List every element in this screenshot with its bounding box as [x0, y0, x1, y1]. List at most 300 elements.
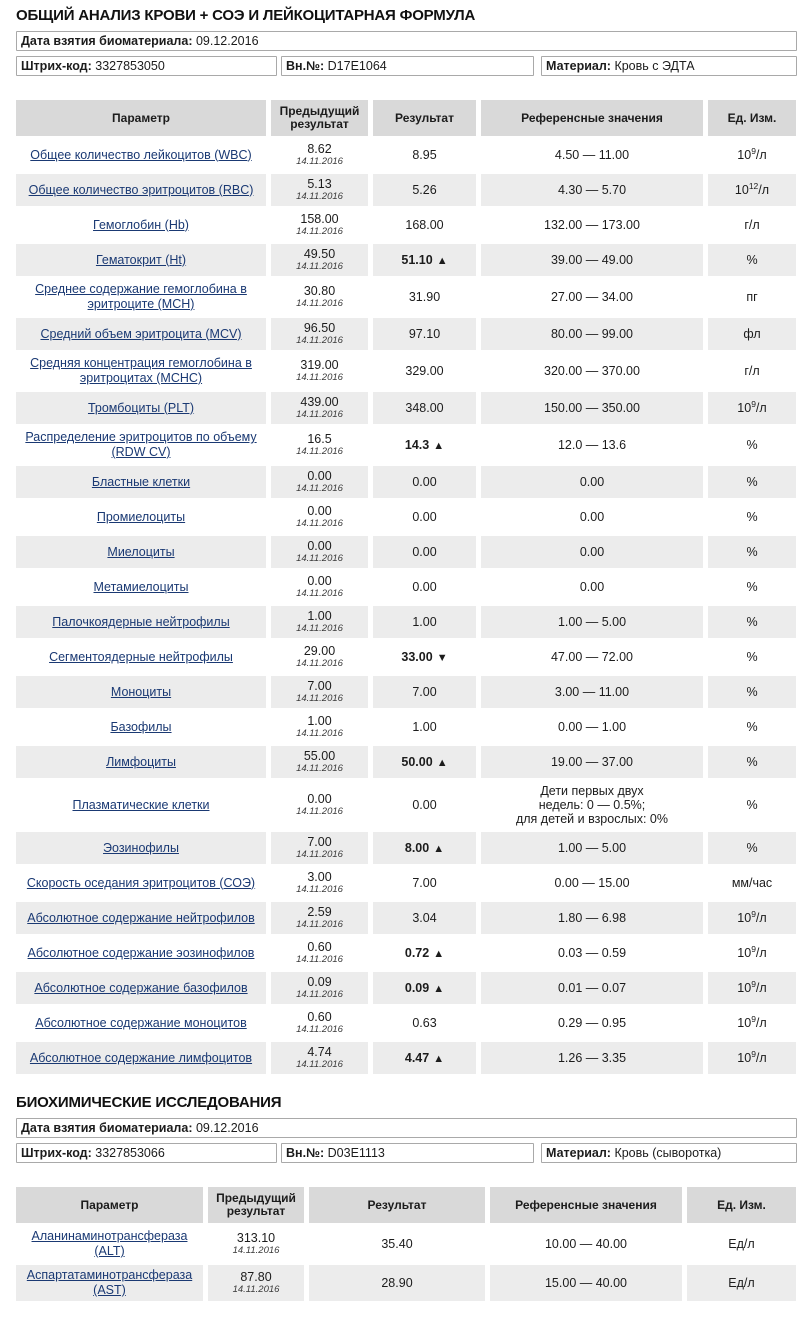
material-value: Кровь с ЭДТА — [614, 59, 695, 73]
column-header-previous-result: Предыдущий результат — [271, 100, 368, 136]
previous-result-date: 14.11.2016 — [296, 849, 343, 860]
previous-result-date: 14.11.2016 — [296, 623, 343, 634]
biomaterial-date-value: 09.12.2016 — [195, 1121, 259, 1135]
previous-result-value: 1.00 — [307, 714, 332, 728]
unit-cell: $10^9/л$ — [708, 1007, 796, 1039]
cbc-section-title: ОБЩИЙ АНАЛИЗ КРОВИ + СОЭ И ЛЕЙКОЦИТАРНАЯ ФОРМУЛА — [16, 7, 476, 24]
previous-result-value: 29.00 — [303, 644, 336, 658]
reference-range-cell — [481, 606, 703, 638]
biomaterial-date-value: 09.12.2016 — [195, 34, 259, 48]
reference-range-cell — [481, 902, 703, 934]
result-cell — [373, 536, 476, 568]
parameter-link[interactable]: Бластные клетки — [91, 474, 191, 489]
previous-result-value: 8.62 — [307, 142, 332, 156]
parameter-cell — [16, 318, 266, 350]
cbc-results-table — [11, 97, 801, 1077]
table-row — [16, 832, 796, 864]
previous-result-date: 14.11.2016 — [296, 728, 343, 739]
previous-result-date: 14.11.2016 — [232, 1245, 280, 1256]
table-row — [16, 209, 796, 241]
table-row — [16, 972, 796, 1004]
parameter-link[interactable]: Общее количество лейкоцитов (WBC) — [30, 147, 252, 162]
result-value: 97.10 — [408, 327, 441, 341]
previous-result-cell — [271, 571, 368, 603]
unit-cell: $10^{12}/л$ — [708, 174, 796, 206]
previous-result-date: 14.11.2016 — [296, 588, 343, 599]
reference-range-cell — [481, 832, 703, 864]
unit-cell: $10^9/л$ — [708, 1042, 796, 1074]
parameter-link[interactable]: Сегментоядерные нейтрофилы — [49, 649, 233, 664]
result-value: 8.00 — [404, 840, 430, 855]
table-row — [16, 353, 796, 389]
result-value: 168.00 — [405, 218, 444, 232]
table-header-row — [16, 100, 796, 136]
column-header-result: Результат — [309, 1187, 485, 1223]
column-header-unit: Ед. Изм. — [687, 1187, 796, 1223]
unit-cell: Ед/л — [687, 1265, 796, 1301]
reference-range: 3.00 — 11.00 — [554, 685, 630, 699]
result-value: 28.90 — [381, 1276, 413, 1290]
reference-range-cell — [481, 244, 703, 276]
result-value: 35.40 — [381, 1237, 413, 1251]
cbc-biomaterial-date-box — [16, 31, 797, 51]
result-value: 51.10 — [401, 252, 433, 267]
column-header-reference: Референсные значения — [490, 1187, 682, 1223]
reference-range-cell — [481, 746, 703, 778]
reference-range: 15.00 — 40.00 — [544, 1276, 627, 1290]
result-cell — [373, 641, 476, 673]
barcode-value: 3327853050 — [95, 59, 165, 73]
parameter-link[interactable]: Абсолютное содержание базофилов — [34, 980, 248, 995]
previous-result-value: 0.09 — [307, 975, 332, 989]
parameter-link[interactable]: Моноциты — [110, 684, 172, 699]
result-value: 0.00 — [412, 580, 437, 594]
reference-range-cell — [481, 318, 703, 350]
result-cell — [373, 867, 476, 899]
previous-result-cell — [271, 902, 368, 934]
previous-result-date: 14.11.2016 — [296, 989, 343, 1000]
material-label: Материал: — [546, 59, 611, 73]
parameter-link[interactable]: Гемоглобин (Hb) — [93, 217, 189, 232]
result-value: 1.00 — [412, 720, 437, 734]
result-value: 5.26 — [412, 183, 437, 197]
parameter-link[interactable]: Метамиелоциты — [93, 579, 189, 594]
reference-range-cell — [481, 571, 703, 603]
internal-number-box — [281, 56, 534, 76]
parameter-cell — [16, 1226, 203, 1262]
parameter-cell — [16, 501, 266, 533]
previous-result-cell — [271, 427, 368, 463]
previous-result-date: 14.11.2016 — [296, 763, 343, 774]
previous-result-value: 1.00 — [307, 609, 332, 623]
parameter-cell — [16, 1007, 266, 1039]
result-cell — [309, 1226, 485, 1262]
table-row — [16, 1265, 796, 1301]
result-value: 33.00 — [401, 649, 433, 664]
previous-result-cell — [271, 139, 368, 171]
unit-cell: $10^9/л$ — [708, 937, 796, 969]
previous-result-value: 3.00 — [307, 870, 332, 884]
previous-result-value: 319.00 — [300, 358, 339, 372]
reference-range: 0.00 — [579, 545, 605, 559]
result-value: 31.90 — [408, 290, 441, 304]
result-cell — [373, 902, 476, 934]
parameter-link[interactable]: Лимфоциты — [106, 754, 176, 769]
result-cell — [373, 501, 476, 533]
reference-range-cell — [481, 972, 703, 1004]
reference-range-cell — [481, 676, 703, 708]
table-row — [16, 279, 796, 315]
table-row — [16, 392, 796, 424]
unit-cell: мм/час — [708, 867, 796, 899]
table-row — [16, 711, 796, 743]
parameter-link[interactable]: Абсолютное содержание моноцитов — [35, 1015, 247, 1030]
previous-result-cell — [271, 244, 368, 276]
unit-cell: пг — [708, 279, 796, 315]
reference-range: 4.30 — 5.70 — [557, 183, 627, 197]
parameter-cell — [16, 279, 266, 315]
parameter-link[interactable]: Общее количество эритроцитов (RBC) — [28, 182, 254, 197]
parameter-link[interactable]: Палочкоядерные нейтрофилы — [52, 614, 230, 629]
parameter-cell — [16, 209, 266, 241]
parameter-cell — [16, 972, 266, 1004]
reference-range-cell — [481, 1007, 703, 1039]
table-row — [16, 867, 796, 899]
parameter-cell — [16, 832, 266, 864]
barcode-label: Штрих-код: — [21, 1146, 92, 1160]
lab-report-page — [16, 7, 796, 1304]
table-row — [16, 676, 796, 708]
result-cell — [373, 832, 476, 864]
reference-range: 1.00 — 5.00 — [557, 615, 627, 629]
reference-range: 1.80 — 6.98 — [557, 911, 627, 925]
reference-range: 39.00 — 49.00 — [550, 253, 633, 267]
section-biochemistry — [16, 1094, 796, 1304]
parameter-link[interactable]: Миелоциты — [107, 544, 175, 559]
previous-result-value: 16.5 — [307, 432, 332, 446]
previous-result-value: 0.60 — [307, 1010, 332, 1024]
previous-result-value: 2.59 — [307, 905, 332, 919]
result-value: 0.09 — [404, 980, 430, 995]
unit-cell: Ед/л — [687, 1226, 796, 1262]
previous-result-cell — [271, 1042, 368, 1074]
previous-result-cell — [271, 466, 368, 498]
reference-range-cell — [481, 711, 703, 743]
previous-result-value: 313.10 — [236, 1231, 276, 1245]
reference-range-cell — [481, 536, 703, 568]
unit-cell: г/л — [708, 353, 796, 389]
result-cell — [373, 937, 476, 969]
reference-range-cell — [481, 427, 703, 463]
previous-result-value: 7.00 — [307, 835, 332, 849]
unit-cell: % — [708, 244, 796, 276]
previous-result-cell — [271, 746, 368, 778]
previous-result-value: 0.60 — [307, 940, 332, 954]
parameter-cell — [16, 746, 266, 778]
table-row — [16, 746, 796, 778]
previous-result-value: 55.00 — [303, 749, 336, 763]
previous-result-date: 14.11.2016 — [296, 693, 343, 704]
previous-result-cell — [271, 867, 368, 899]
reference-range-cell — [490, 1226, 682, 1262]
reference-range-cell — [490, 1265, 682, 1301]
section-cbc — [16, 7, 796, 1077]
result-value: 8.95 — [412, 148, 437, 162]
table-row — [16, 174, 796, 206]
table-row — [16, 139, 796, 171]
previous-result-cell — [271, 353, 368, 389]
parameter-link[interactable]: Распределение эритроцитов по объему (RDW CV) — [25, 430, 257, 459]
reference-range-cell — [481, 641, 703, 673]
parameter-link[interactable]: Аспартатаминотрансфераза (AST) — [26, 1268, 193, 1297]
parameter-cell — [16, 606, 266, 638]
reference-range: 320.00 — 370.00 — [544, 364, 640, 378]
table-row — [16, 466, 796, 498]
result-value: 14.3 — [404, 437, 430, 452]
reference-range-cell — [481, 781, 703, 829]
result-value: 4.47 — [404, 1050, 430, 1065]
table-row — [16, 1007, 796, 1039]
parameter-link[interactable]: Тромбоциты (PLT) — [87, 400, 195, 415]
column-header-reference: Референсные значения — [481, 100, 703, 136]
cbc-sample-info-row — [16, 56, 797, 76]
previous-result-date: 14.11.2016 — [296, 372, 343, 383]
previous-result-date: 14.11.2016 — [296, 518, 343, 529]
result-value: 0.72 — [404, 945, 430, 960]
reference-range: 0.00 — 15.00 — [554, 876, 630, 890]
table-row — [16, 536, 796, 568]
previous-result-cell — [271, 1007, 368, 1039]
parameter-link[interactable]: Скорость оседания эритроцитов (СОЭ) — [26, 875, 256, 890]
parameter-link[interactable]: Эозинофилы — [103, 840, 179, 855]
previous-result-cell — [271, 209, 368, 241]
table-header-row — [16, 1187, 796, 1223]
previous-result-value: 0.00 — [307, 504, 332, 518]
trend-up-icon: ▲ — [433, 982, 445, 995]
previous-result-value: 96.50 — [303, 321, 336, 335]
parameter-link[interactable]: Средняя концентрация гемоглобина в эритроцитах (MCHC) — [30, 356, 252, 385]
result-value: 3.04 — [412, 911, 437, 925]
table-row — [16, 937, 796, 969]
parameter-link[interactable]: Абсолютное содержание эозинофилов — [27, 945, 255, 960]
reference-range: 12.0 — 13.6 — [557, 438, 627, 452]
previous-result-cell — [271, 711, 368, 743]
parameter-cell — [16, 174, 266, 206]
result-cell — [373, 711, 476, 743]
parameter-cell — [16, 571, 266, 603]
parameter-link[interactable]: Базофилы — [110, 719, 172, 734]
previous-result-value: 5.13 — [307, 177, 332, 191]
biochem-biomaterial-date-box — [16, 1118, 797, 1138]
result-cell — [373, 466, 476, 498]
material-box — [541, 56, 797, 76]
reference-range-cell — [481, 937, 703, 969]
biochem-section-title: БИОХИМИЧЕСКИЕ ИССЛЕДОВАНИЯ — [16, 1094, 282, 1111]
previous-result-date: 14.11.2016 — [296, 1059, 343, 1070]
column-header-unit: Ед. Изм. — [708, 100, 796, 136]
reference-range-cell — [481, 174, 703, 206]
parameter-link[interactable]: Средний объем эритроцита (MCV) — [40, 326, 242, 341]
internal-number-value: D03E1113 — [327, 1146, 385, 1160]
previous-result-date: 14.11.2016 — [296, 884, 343, 895]
previous-result-date: 14.11.2016 — [296, 298, 343, 309]
parameter-link[interactable]: Промиелоциты — [96, 509, 186, 524]
unit-cell: % — [708, 536, 796, 568]
barcode-box — [16, 56, 277, 76]
biomaterial-date-label: Дата взятия биоматериала: — [21, 34, 193, 48]
table-row — [16, 641, 796, 673]
unit-cell: % — [708, 832, 796, 864]
previous-result-date: 14.11.2016 — [296, 335, 343, 346]
parameter-cell — [16, 536, 266, 568]
table-row — [16, 244, 796, 276]
parameter-cell — [16, 711, 266, 743]
table-row — [16, 606, 796, 638]
previous-result-cell — [271, 174, 368, 206]
reference-range: 0.00 — [579, 580, 605, 594]
previous-result-date: 14.11.2016 — [296, 919, 343, 930]
previous-result-cell — [208, 1226, 304, 1262]
unit-cell: % — [708, 641, 796, 673]
internal-number-label: Вн.№: — [286, 59, 325, 73]
reference-range-cell — [481, 392, 703, 424]
previous-result-value: 439.00 — [300, 395, 339, 409]
previous-result-cell — [271, 832, 368, 864]
unit-cell: фл — [708, 318, 796, 350]
reference-range: 27.00 — 34.00 — [550, 290, 633, 304]
previous-result-cell — [271, 937, 368, 969]
trend-up-icon: ▲ — [433, 947, 445, 960]
previous-result-value: 30.80 — [303, 284, 336, 298]
result-cell — [373, 318, 476, 350]
trend-down-icon: ▼ — [436, 651, 448, 664]
previous-result-cell — [271, 676, 368, 708]
parameter-cell — [16, 427, 266, 463]
unit-cell: % — [708, 606, 796, 638]
result-value: 0.63 — [412, 1016, 437, 1030]
table-row — [16, 571, 796, 603]
column-header-parameter: Параметр — [16, 100, 266, 136]
previous-result-date: 14.11.2016 — [296, 1024, 343, 1035]
parameter-link[interactable]: Плазматические клетки — [72, 797, 210, 812]
result-cell — [373, 1042, 476, 1074]
previous-result-date: 14.11.2016 — [296, 553, 343, 564]
reference-range: 150.00 — 350.00 — [544, 401, 640, 415]
result-cell — [373, 781, 476, 829]
material-label: Материал: — [546, 1146, 611, 1160]
unit-cell: $10^9/л$ — [708, 972, 796, 1004]
reference-range: 0.00 — [579, 510, 605, 524]
reference-range: 132.00 — 173.00 — [544, 218, 640, 232]
reference-range: 1.00 — 5.00 — [557, 841, 627, 855]
previous-result-cell — [271, 781, 368, 829]
unit-cell: % — [708, 501, 796, 533]
previous-result-cell — [271, 392, 368, 424]
previous-result-cell — [271, 536, 368, 568]
trend-up-icon: ▲ — [436, 254, 448, 267]
trend-up-icon: ▲ — [433, 439, 445, 452]
parameter-link[interactable]: Абсолютное содержание нейтрофилов — [27, 910, 255, 925]
parameter-cell — [16, 781, 266, 829]
parameter-link[interactable]: Аланинаминотрансфераза (ALT) — [31, 1229, 188, 1258]
unit-cell: % — [708, 571, 796, 603]
table-row — [16, 902, 796, 934]
reference-range-cell — [481, 466, 703, 498]
previous-result-value: 158.00 — [300, 212, 339, 226]
result-value: 0.00 — [412, 798, 437, 812]
unit-cell: % — [708, 676, 796, 708]
reference-range-cell — [481, 209, 703, 241]
parameter-link[interactable]: Среднее содержание гемоглобина в эритроците (MCH) — [35, 282, 247, 311]
result-cell — [373, 392, 476, 424]
barcode-value: 3327853066 — [95, 1146, 165, 1160]
material-value: Кровь (сыворотка) — [614, 1146, 722, 1160]
trend-up-icon: ▲ — [433, 842, 445, 855]
trend-up-icon: ▲ — [436, 756, 448, 769]
reference-range-cell — [481, 139, 703, 171]
reference-range: 4.50 — 11.00 — [554, 148, 630, 162]
parameter-link[interactable]: Абсолютное содержание лимфоцитов — [29, 1050, 253, 1065]
result-value: 7.00 — [412, 876, 437, 890]
previous-result-value: 0.00 — [307, 574, 332, 588]
previous-result-date: 14.11.2016 — [296, 483, 343, 494]
previous-result-date: 14.11.2016 — [296, 954, 343, 965]
parameter-link[interactable]: Гематокрит (Ht) — [95, 252, 187, 267]
result-cell — [373, 972, 476, 1004]
result-cell — [373, 139, 476, 171]
reference-range: 19.00 — 37.00 — [550, 755, 633, 769]
internal-number-label: Вн.№: — [286, 1146, 325, 1160]
table-row — [16, 781, 796, 829]
unit-cell: $10^9/л$ — [708, 139, 796, 171]
result-value: 1.00 — [412, 615, 437, 629]
previous-result-cell — [271, 279, 368, 315]
table-row — [16, 427, 796, 463]
trend-up-icon: ▲ — [433, 1052, 445, 1065]
result-cell — [309, 1265, 485, 1301]
parameter-cell — [16, 902, 266, 934]
reference-range-cell — [481, 353, 703, 389]
parameter-cell — [16, 937, 266, 969]
reference-range: 80.00 — 99.00 — [550, 327, 633, 341]
previous-result-date: 14.11.2016 — [296, 409, 343, 420]
parameter-cell — [16, 867, 266, 899]
reference-range: 47.00 — 72.00 — [550, 650, 633, 664]
result-value: 0.00 — [412, 510, 437, 524]
reference-range: 0.00 — 1.00 — [557, 720, 627, 734]
parameter-cell — [16, 392, 266, 424]
parameter-cell — [16, 353, 266, 389]
result-cell — [373, 174, 476, 206]
reference-range: Дети первых двух недель: 0 — 0.5%; для детей и взрослых: 0% — [515, 784, 669, 826]
result-value: 348.00 — [405, 401, 444, 415]
result-cell — [373, 746, 476, 778]
biochem-sample-info-row — [16, 1143, 797, 1163]
internal-number-box — [281, 1143, 534, 1163]
previous-result-date: 14.11.2016 — [296, 446, 343, 457]
previous-result-date: 14.11.2016 — [232, 1284, 280, 1295]
column-header-result: Результат — [373, 100, 476, 136]
unit-cell: г/л — [708, 209, 796, 241]
previous-result-cell — [271, 641, 368, 673]
result-cell — [373, 571, 476, 603]
parameter-cell — [16, 139, 266, 171]
column-header-previous-result: Предыдущий результат — [208, 1187, 304, 1223]
parameter-cell — [16, 641, 266, 673]
result-cell — [373, 606, 476, 638]
parameter-cell — [16, 466, 266, 498]
result-cell — [373, 279, 476, 315]
